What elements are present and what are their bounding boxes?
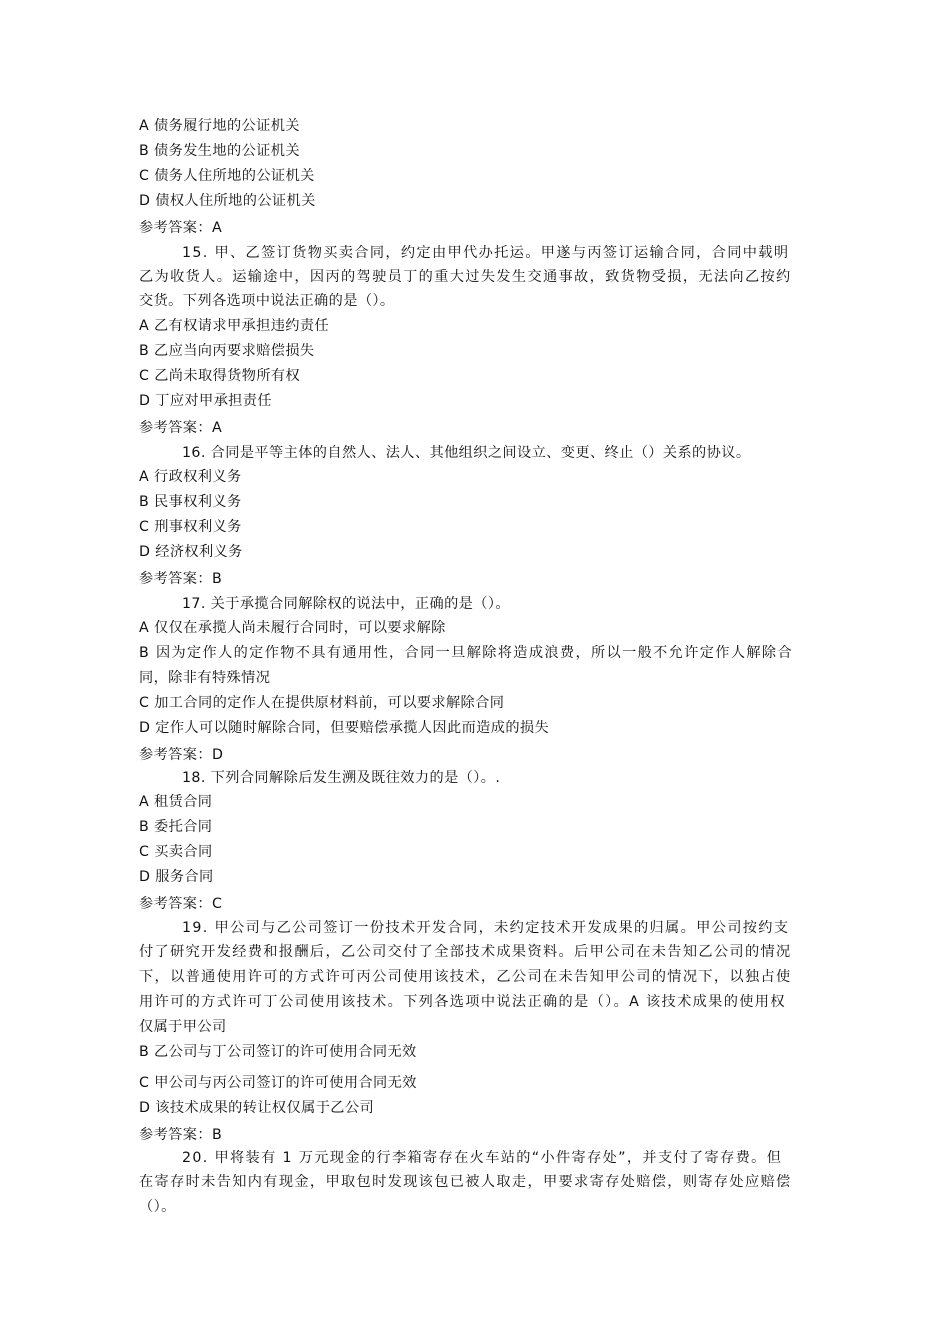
question-20-cont: （）。 xyxy=(139,1199,176,1215)
answer: 参考答案：D xyxy=(139,747,224,763)
option-d: D 债权人住所地的公证机关 xyxy=(139,193,316,209)
option-a: A 行政权利义务 xyxy=(139,469,242,485)
question-19-cont: 下，以普通使用许可的方式许可丙公司使用该技术，乙公司在未告知甲公司的情况下，以独占使 xyxy=(139,969,792,985)
option-c: C 刑事权利义务 xyxy=(139,519,242,535)
question-19: 19. 甲公司与乙公司签订一份技术开发合同，未约定技术开发成果的归属。甲公司按约支 xyxy=(182,920,790,936)
option-a: A 租赁合同 xyxy=(139,794,213,810)
question-20-cont: 在寄存时未告知内有现金，甲取包时发现该包已被人取走，甲要求寄存处赔偿，则寄存处应赔偿 xyxy=(139,1174,792,1190)
option-c: C 甲公司与丙公司签订的许可使用合同无效 xyxy=(139,1075,417,1091)
option-b-cont: 同，除非有特殊情况 xyxy=(139,670,271,686)
answer: 参考答案：B xyxy=(139,1127,223,1143)
question-15-cont: 乙为收货人。运输途中，因丙的驾驶员丁的重大过失发生交通事故，致货物受损，无法向乙按约 xyxy=(139,269,792,285)
option-d: D 经济权利义务 xyxy=(139,544,243,560)
question-19-cont: 仅属于甲公司 xyxy=(139,1019,227,1035)
question-16: 16. 合同是平等主体的自然人、法人、其他组织之间设立、变更、终止（）关系的协议。 xyxy=(182,445,751,461)
question-15: 15. 甲、乙签订货物买卖合同，约定由甲代办托运。甲遂与丙签订运输合同，合同中载明 xyxy=(182,245,790,261)
answer: 参考答案：A xyxy=(139,420,223,436)
answer: 参考答案：B xyxy=(139,571,223,587)
option-c: C 债务人住所地的公证机关 xyxy=(139,168,315,184)
option-b: B 因为定作人的定作物不具有通用性，合同一旦解除将造成浪费，所以一般不允许定作人解除合 xyxy=(139,645,793,661)
question-19-cont: 用许可的方式许可丁公司使用该技术。下列各选项中说法正确的是（）。A 该技术成果的使用权 xyxy=(139,994,786,1010)
option-a: A 债务履行地的公证机关 xyxy=(139,118,300,134)
question-15-cont: 交货。下列各选项中说法正确的是（）。 xyxy=(139,293,395,309)
option-d: D 定作人可以随时解除合同，但要赔偿承揽人因此而造成的损失 xyxy=(139,720,550,736)
question-18: 18. 下列合同解除后发生溯及既往效力的是（）。. xyxy=(182,770,501,786)
option-b: B 债务发生地的公证机关 xyxy=(139,143,300,159)
option-b: B 民事权利义务 xyxy=(139,494,242,510)
option-a: A 乙有权请求甲承担违约责任 xyxy=(139,318,330,334)
option-b: B 乙公司与丁公司签订的许可使用合同无效 xyxy=(139,1044,417,1060)
option-a: A 仅仅在承揽人尚未履行合同时，可以要求解除 xyxy=(139,620,446,636)
option-d: D 丁应对甲承担责任 xyxy=(139,393,272,409)
question-20: 20. 甲将装有 1 万元现金的行李箱寄存在火车站的“小件寄存处”，并支付了寄存费。但 xyxy=(182,1150,783,1166)
option-d: D 该技术成果的转让权仅属于乙公司 xyxy=(139,1100,375,1116)
answer: 参考答案：A xyxy=(139,220,223,236)
answer: 参考答案：C xyxy=(139,896,223,912)
option-c: C 乙尚未取得货物所有权 xyxy=(139,368,301,384)
option-c: C 加工合同的定作人在提供原材料前，可以要求解除合同 xyxy=(139,695,505,711)
option-b: B 乙应当向丙要求赔偿损失 xyxy=(139,343,315,359)
option-d: D 服务合同 xyxy=(139,869,214,885)
question-17: 17. 关于承揽合同解除权的说法中，正确的是（）。 xyxy=(182,596,510,612)
option-c: C 买卖合同 xyxy=(139,844,213,860)
option-b: B 委托合同 xyxy=(139,819,213,835)
question-19-cont: 付了研究开发经费和报酬后，乙公司交付了全部技术成果资料。后甲公司在未告知乙公司的情况 xyxy=(139,944,792,960)
